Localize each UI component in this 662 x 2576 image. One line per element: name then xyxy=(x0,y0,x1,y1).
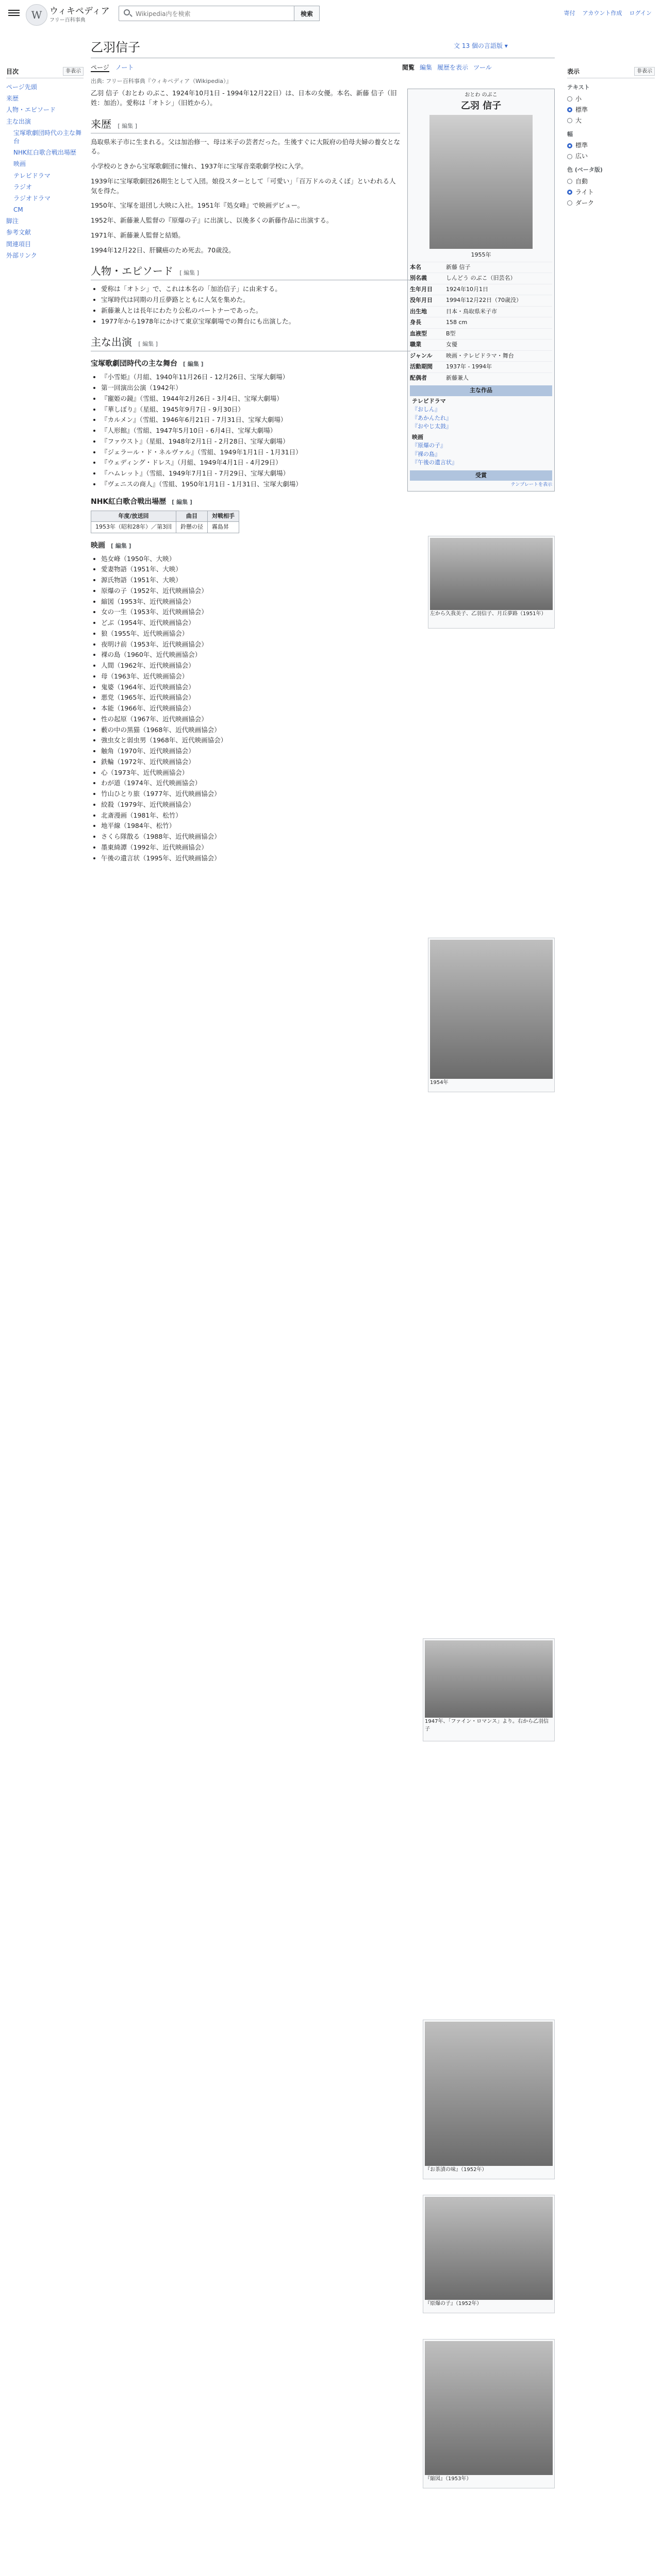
film-item[interactable]: • 処女峰（1950年、大映） xyxy=(101,554,410,564)
person-section xyxy=(91,263,410,326)
film-item[interactable]: • 鉄輪（1972年、近代映画協会） xyxy=(101,757,410,767)
color-option-label: ダーク xyxy=(575,199,594,207)
film-item[interactable]: • 強虫女と弱虫男（1968年、近代映画協会） xyxy=(101,736,410,745)
infobox-awards-band[interactable]: 受賞 xyxy=(410,470,552,481)
radio-icon[interactable] xyxy=(567,190,572,195)
toc-item[interactable]: 人物・エピソード xyxy=(6,106,56,114)
infobox-value: B型 xyxy=(446,330,456,337)
kohaku-header-cell: 曲目 xyxy=(176,511,208,522)
infobox-value: 新藤 信子 xyxy=(446,263,471,270)
user-links xyxy=(557,9,652,18)
tab-talk[interactable]: ノート xyxy=(115,64,134,71)
section-title: 来歴 xyxy=(91,117,111,130)
infobox-key: 生年月日 xyxy=(410,285,433,293)
person-item[interactable]: • 新藤兼人とは長年にわたり公私のパートナーであった。 xyxy=(101,306,410,316)
infobox-value: 日本・鳥取県米子市 xyxy=(446,308,497,315)
appearance-title: 表示 xyxy=(567,68,580,75)
edit-link[interactable]: [ 編集 ] xyxy=(179,269,199,277)
table-cell: 1953年（昭和28年）／第3回 xyxy=(91,522,176,533)
appearance-panel xyxy=(567,67,655,209)
kohaku-header-cell: 対戦相手 xyxy=(208,511,239,522)
film-item[interactable]: • さくら隊散る（1988年、近代映画協会） xyxy=(101,832,410,842)
film-item[interactable]: • 悪党（1965年、近代映画協会） xyxy=(101,693,410,703)
section-heading-person xyxy=(91,263,410,280)
view-tabs xyxy=(397,63,492,72)
tab-view-0[interactable]: 閲覧 xyxy=(402,64,415,71)
text-size-group: テキスト xyxy=(567,84,590,91)
stage-item[interactable]: • 『ジェラール・ド・ネルヴァル』（雪組、1949年1月1日 - 1月31日） xyxy=(101,448,410,457)
text-size-options xyxy=(567,94,655,125)
film-item[interactable]: • 地平線（1984年、松竹） xyxy=(101,821,410,831)
thumb-image-2[interactable] xyxy=(428,938,555,1092)
radio-icon[interactable] xyxy=(567,179,572,184)
history-paragraph: 1939年に宝塚歌劇団26期生として入団。娘役スターとして「可愛い」「百万ドルのえくぼ」といわれる人気を得た。 xyxy=(91,177,396,195)
person-item[interactable]: • 愛称は「オトシ」で、これは本名の「加治信子」に由来する。 xyxy=(101,284,410,294)
infobox-key: 出生地 xyxy=(410,308,427,315)
subsection-heading-stage xyxy=(91,359,410,369)
toc-sidebar xyxy=(6,67,84,261)
search-input[interactable] xyxy=(135,8,281,20)
infobox-work-link[interactable]: 『おやじ太鼓』 xyxy=(412,423,452,430)
user-link[interactable]: アカウント作成 xyxy=(582,10,622,16)
user-link[interactable]: 寄付 xyxy=(564,10,575,16)
appearance-hide-button[interactable]: 非表示 xyxy=(634,67,655,76)
radio-icon[interactable] xyxy=(567,96,572,101)
infobox-kana: おとわ のぶこ xyxy=(465,92,498,98)
film-item[interactable]: • 竹山ひとり旅（1977年、近代映画協会） xyxy=(101,789,410,799)
width-option-label: 広い xyxy=(575,152,588,160)
infobox-work-link[interactable]: 『原爆の子』 xyxy=(412,442,446,449)
film-item[interactable]: • 源氏物語（1951年、大映） xyxy=(101,575,410,585)
film-item[interactable]: • 本能（1966年、近代映画協会） xyxy=(101,704,410,714)
infobox-key: 職業 xyxy=(410,341,421,348)
film-item[interactable]: • 狼（1955年、近代映画協会） xyxy=(101,629,410,639)
text-size-option-label: 標準 xyxy=(575,106,588,113)
toc-item[interactable]: 外部リンク xyxy=(6,251,37,259)
appearance-header xyxy=(567,67,655,78)
infobox-work-link[interactable]: 『裸の島』 xyxy=(412,450,440,457)
width-option[interactable] xyxy=(567,151,655,161)
stage-item[interactable]: • 『カルメン』（雪組、1946年6月21日 - 7月31日、宝塚大劇場） xyxy=(101,415,410,425)
text-size-option[interactable] xyxy=(567,105,655,114)
film-item[interactable]: • 母（1963年、近代映画協会） xyxy=(101,672,410,682)
film-item[interactable]: • 心（1973年、近代映画協会） xyxy=(101,768,410,778)
toc-list xyxy=(6,81,84,261)
table-cell: 鈴懸の径 xyxy=(176,522,208,533)
namespace-tabs xyxy=(91,63,140,72)
language-button[interactable]: 文 13 個の言語版 ▾ xyxy=(454,42,508,49)
section-heading-history xyxy=(91,116,400,133)
radio-icon[interactable] xyxy=(567,143,572,148)
radio-icon[interactable] xyxy=(567,107,572,112)
toc-item[interactable]: 宝塚歌劇団時代の主な舞台 xyxy=(13,129,82,145)
edit-link[interactable]: [ 編集 ] xyxy=(110,542,131,549)
thumb-photo xyxy=(425,2341,553,2475)
toc-item[interactable]: CM xyxy=(13,206,23,214)
tab-view-1[interactable]: 編集 xyxy=(420,64,433,71)
section-title: 人物・エピソード xyxy=(91,265,173,278)
wikipedia-logo-icon[interactable]: W xyxy=(26,4,47,26)
section-title: 主な出演 xyxy=(91,336,132,349)
infobox-value: 1994年12月22日（70歳没） xyxy=(446,297,522,303)
infobox-photo-caption: 1955年 xyxy=(471,251,491,258)
toc-item[interactable]: 参考文献 xyxy=(6,229,31,236)
infobox-value: 1924年10月1日 xyxy=(446,285,488,293)
film-item[interactable]: • 藪の中の黒猫（1968年、近代映画協会） xyxy=(101,725,410,735)
width-group: 幅 xyxy=(567,130,573,138)
person-item[interactable]: • 1977年から1978年にかけて東京宝塚劇場での舞台にも出演した。 xyxy=(101,317,410,327)
toc-item[interactable]: ラジオドラマ xyxy=(13,194,51,202)
infobox-key: ジャンル xyxy=(410,352,433,359)
toc-title: 目次 xyxy=(6,68,19,75)
toc-item[interactable]: 関連項目 xyxy=(6,240,31,248)
thumb-photo xyxy=(425,2022,553,2166)
color-option[interactable] xyxy=(567,198,655,208)
infobox-value: しんどう のぶこ（旧芸名） xyxy=(446,275,516,281)
history-paragraph: 1952年、新藤兼人監督の『原爆の子』に出演し、以後多くの新藤作品に出演する。 xyxy=(91,216,333,224)
color-options xyxy=(567,177,655,208)
film-item[interactable]: • 縮図（1953年、近代映画協会） xyxy=(101,597,410,607)
subsection-heading-film xyxy=(91,540,410,551)
film-item[interactable]: • 女の一生（1953年、近代映画協会） xyxy=(101,607,410,617)
subsection-title: 映画 xyxy=(91,541,105,550)
text-size-option[interactable] xyxy=(567,116,655,125)
film-item[interactable]: • 性の起原（1967年、近代映画協会） xyxy=(101,715,410,724)
stage-item[interactable]: • 『華しぼり』（星組、1945年9月7日 - 9月30日） xyxy=(101,405,410,415)
site-wordmark[interactable]: ウィキペディア xyxy=(49,6,110,16)
color-option[interactable] xyxy=(567,177,655,186)
text-size-option[interactable] xyxy=(567,94,655,104)
film-item[interactable]: • 裸の島（1960年、近代映画協会） xyxy=(101,650,410,660)
kohaku-table-body xyxy=(91,522,239,533)
thumb-photo xyxy=(425,2197,553,2300)
infobox-value: 新藤兼人 xyxy=(446,374,469,381)
table-row xyxy=(91,522,239,533)
history-paragraph: 鳥取県米子市に生まれる。父は加治修一、母は米子の芸者だった。生後すぐに大阪府の伯母夫婦の養女となる。 xyxy=(91,138,401,156)
toc-hide-button[interactable]: 非表示 xyxy=(63,67,84,76)
stage-item[interactable]: • 『寵姫の鏡』（雪組、1944年2月26日 - 3月4日、宝塚大劇場） xyxy=(101,394,410,404)
radio-icon[interactable] xyxy=(567,200,572,206)
color-option[interactable] xyxy=(567,188,655,197)
radio-icon[interactable] xyxy=(567,118,572,123)
infobox-work-link[interactable]: 『あかんたれ』 xyxy=(412,414,452,421)
text-size-option-label: 大 xyxy=(575,116,582,124)
text-size-option-label: 小 xyxy=(575,95,582,103)
thumb-caption: 1954年 xyxy=(430,1080,449,1086)
infobox-template-link[interactable]: テンプレートを表示 xyxy=(510,482,552,487)
infobox-key: 血液型 xyxy=(410,330,427,337)
thumb-photo xyxy=(430,940,553,1079)
language-button-label: 13 個の言語版 xyxy=(461,42,503,49)
section-heading-main xyxy=(91,334,410,351)
infobox-key: 本名 xyxy=(410,263,421,270)
thumb-caption: 『お茶漬の味』（1952年） xyxy=(425,2167,487,2173)
thumb-caption: 左から久我美子、乙羽信子、月丘夢路（1951年） xyxy=(430,611,547,617)
stage-item[interactable]: • 『ファウスト』（星組、1948年2月1日 - 2月28日、宝塚大劇場） xyxy=(101,437,410,447)
film-item[interactable]: • 北斎漫画（1981年、松竹） xyxy=(101,811,410,821)
toc-item[interactable]: ページ先頭 xyxy=(6,83,37,91)
main-menu-icon[interactable] xyxy=(8,8,20,18)
infobox-key: 別名義 xyxy=(410,275,427,281)
page-title: 乙羽信子 xyxy=(91,40,140,55)
infobox-works-film-label: 映画 xyxy=(412,433,423,440)
stage-item[interactable]: • 『小雪姫』（月組、1940年11月26日 - 12月26日、宝塚大劇場） xyxy=(101,372,410,382)
toc-item[interactable]: 来歴 xyxy=(6,95,19,103)
width-options xyxy=(567,141,655,161)
film-list xyxy=(91,554,410,863)
infobox-works-tv-label: テレビドラマ xyxy=(412,397,446,404)
stage-item[interactable]: • 第一回演出公演（1942年） xyxy=(101,383,410,393)
width-option-label: 標準 xyxy=(575,142,588,149)
infobox-key: 没年月日 xyxy=(410,297,433,303)
infobox-title: 乙羽 信子 xyxy=(460,100,502,111)
film-item[interactable]: • 触角（1970年、近代映画協会） xyxy=(101,747,410,756)
edit-link[interactable]: [ 編集 ] xyxy=(183,361,204,368)
infobox-work-link[interactable]: 『午後の遺言状』 xyxy=(412,459,457,466)
film-item[interactable]: • 午後の遺言状（1995年、近代映画協会） xyxy=(101,854,410,863)
history-paragraph: 1971年、新藤兼人監督と結婚。 xyxy=(91,231,185,239)
toc-header xyxy=(6,67,84,78)
edit-link[interactable]: [ 編集 ] xyxy=(118,122,137,129)
tab-page[interactable]: ページ xyxy=(91,64,109,71)
lead-section xyxy=(91,89,400,255)
search-icon xyxy=(124,9,130,15)
source-note: 出典: フリー百科事典『ウィキペディア（Wikipedia）』 xyxy=(91,78,232,84)
infobox-key: 配偶者 xyxy=(410,374,427,381)
film-item[interactable]: • 絞殺（1979年、近代映画協会） xyxy=(101,800,410,810)
film-item[interactable]: • 人間（1962年、近代映画協会） xyxy=(101,661,410,671)
subsection-title: 宝塚歌劇団時代の主な舞台 xyxy=(91,360,177,368)
film-item[interactable]: • 原爆の子（1952年、近代映画協会） xyxy=(101,586,410,596)
kohaku-table xyxy=(91,511,239,533)
history-paragraphs xyxy=(91,138,400,256)
search-button[interactable]: 検索 xyxy=(294,6,320,21)
history-paragraph: 小学校のときから宝塚歌劇団に憧れ、1937年に宝塚音楽歌劇学校に入学。 xyxy=(91,162,308,170)
tab-view-3[interactable]: ツール xyxy=(473,64,492,71)
toc-item[interactable]: 映画 xyxy=(13,160,26,168)
color-option-label: ライト xyxy=(575,188,594,196)
thumb-image-5[interactable] xyxy=(423,2195,555,2313)
site-header xyxy=(0,0,662,31)
stage-item[interactable]: • 『ハムレット』（雪組、1949年7月1日 - 7月29日、宝塚大劇場） xyxy=(101,469,410,479)
edit-link[interactable]: [ 編集 ] xyxy=(172,498,192,505)
search-box xyxy=(119,6,320,21)
tab-view-2[interactable]: 履歴を表示 xyxy=(437,64,469,71)
film-item[interactable]: • 墨東綺譚（1992年、近代映画協会） xyxy=(101,843,410,853)
infobox-key: 活動期間 xyxy=(410,363,433,370)
article-body xyxy=(91,89,555,868)
thumb-caption: 1947年、「ファイン・ロマンス」より。右から乙羽信子 xyxy=(425,1719,549,1732)
film-item[interactable]: • 愛妻物語（1951年、大映） xyxy=(101,565,410,574)
kohaku-table-header xyxy=(91,511,239,522)
infobox-value: 女優 xyxy=(446,341,457,348)
history-paragraph: 1950年、宝塚を退団し大映に入社。1951年『処女峰』で映画デビュー。 xyxy=(91,201,304,210)
infobox-value: 158 cm xyxy=(446,319,468,326)
user-link[interactable]: ログイン xyxy=(629,10,652,16)
infobox-work-link[interactable]: 『おしん』 xyxy=(412,406,440,413)
stage-list xyxy=(91,372,410,489)
infobox-key: 身長 xyxy=(410,319,421,326)
lead-paragraph: 乙羽 信子（おとわ のぶこ、1924年10月1日 - 1994年12月22日）は、日本の女優。本名、新藤 信子（旧姓：加治）。愛称は「オトシ」（旧姓から）。 xyxy=(91,89,397,107)
subsection-title: NHK紅白歌合戦出場歴 xyxy=(91,497,167,506)
infobox-value: 1937年 - 1994年 xyxy=(446,363,492,370)
main-works-section xyxy=(91,334,410,863)
radio-icon[interactable] xyxy=(567,154,572,159)
toc-item[interactable]: NHK紅白歌合戦出場歴 xyxy=(13,149,76,157)
thumb-caption: 『縮図』（1953年） xyxy=(425,2476,472,2482)
film-item[interactable]: • どぶ（1954年、近代映画協会） xyxy=(101,618,410,628)
width-option[interactable] xyxy=(567,141,655,150)
person-item[interactable]: • 宝塚時代は同期の月丘夢路とともに人気を集めた。 xyxy=(101,295,410,305)
infobox-value: 映画・テレビドラマ・舞台 xyxy=(446,352,514,359)
person-list xyxy=(91,284,410,326)
stage-item[interactable]: • 『ウェディング・ドレス』（月組、1949年4月1日 - 4月29日） xyxy=(101,458,410,468)
stage-item[interactable]: • 『ヴェニスの商人』（雪組、1950年1月1日 - 1月31日、宝塚大劇場） xyxy=(101,480,410,489)
film-item[interactable]: • 夜明け前（1953年、近代映画協会） xyxy=(101,640,410,650)
table-cell: 霧島昇 xyxy=(208,522,239,533)
site-tagline: フリー百科事典 xyxy=(49,18,86,23)
thumb-image-3[interactable] xyxy=(423,1638,555,1741)
film-item[interactable]: • 鬼婆（1964年、近代映画協会） xyxy=(101,683,410,692)
thumb-image-4[interactable] xyxy=(423,2020,555,2179)
toc-item[interactable]: ラジオ xyxy=(13,183,32,191)
toc-item[interactable]: 主な出演 xyxy=(6,117,31,125)
stage-item[interactable]: • 『人形館』（雪組、1947年5月10日 - 6月4日、宝塚大劇場） xyxy=(101,426,410,436)
edit-link[interactable]: [ 編集 ] xyxy=(138,341,158,348)
thumb-caption: 『原爆の子』（1952年） xyxy=(425,2301,482,2307)
infobox-works-band: 主な作品 xyxy=(410,385,552,396)
film-item[interactable]: • わが道（1974年、近代映画協会） xyxy=(101,778,410,788)
kohaku-header-cell: 年度/放送回 xyxy=(91,511,176,522)
thumb-image-6[interactable] xyxy=(423,2339,555,2488)
toc-item[interactable]: テレビドラマ xyxy=(13,172,51,179)
toc-item[interactable]: 脚注 xyxy=(6,217,19,225)
history-paragraph: 1994年12月22日、肝臓癌のため死去。70歳没。 xyxy=(91,246,235,254)
color-group: 色 (ベータ版) xyxy=(567,166,603,173)
color-option-label: 自動 xyxy=(575,177,588,185)
subsection-heading-kohaku xyxy=(91,497,410,507)
thumb-photo xyxy=(425,1640,553,1718)
